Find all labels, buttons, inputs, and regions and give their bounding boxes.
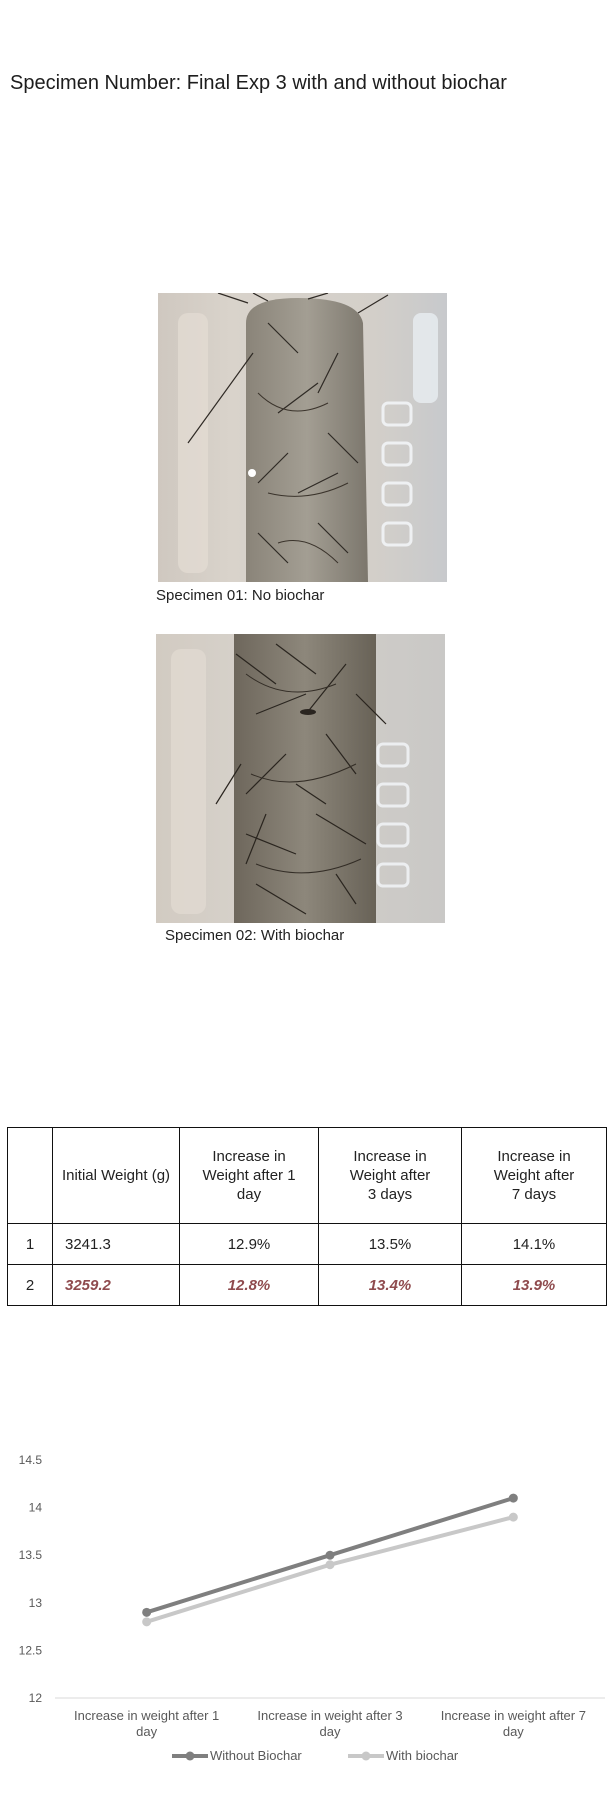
legend-marker [362,1752,371,1761]
specimen-02-photo [156,634,445,923]
x-tick-label: Increase in weight after 7 day [440,1708,586,1739]
y-tick-label: 12 [28,1691,42,1705]
series-line [147,1517,514,1622]
table-header-cell: Initial Weight (g) [53,1128,180,1224]
legend-label: With biochar [386,1748,459,1763]
table-cell: 12.8% [180,1265,319,1306]
table-cell: 3241.3 [53,1224,180,1265]
data-point [509,1513,518,1522]
weight-increase-line-chart [0,1440,612,1785]
specimen-01-photo [158,293,447,582]
legend-marker [186,1752,195,1761]
table-cell: 2 [8,1265,53,1306]
y-tick-label: 14.5 [18,1453,42,1467]
table-row [8,1265,607,1306]
data-point [509,1494,518,1503]
specimen-01-caption: Specimen 01: No biochar [156,587,325,604]
y-tick-label: 12.5 [18,1643,42,1658]
y-tick-label: 13.5 [18,1548,42,1563]
table-cell: 13.4% [319,1265,462,1306]
table-cell: 3259.2 [53,1265,180,1306]
x-tick-label: Increase in weight after 3 day [257,1708,403,1739]
table-cell: 12.9% [180,1224,319,1265]
table-header-cell: Increase in Weight after 3 days [319,1128,462,1224]
y-tick-label: 13 [28,1595,42,1610]
data-point [326,1551,335,1560]
legend-label: Without Biochar [210,1748,302,1763]
table-cell: 13.5% [319,1224,462,1265]
table-header-cell: Increase in Weight after 7 days [462,1128,607,1224]
table-row [8,1224,607,1265]
page-title: Specimen Number: Final Exp 3 with and without biochar [10,72,507,94]
weight-table [7,1127,607,1306]
x-tick-label: Increase in weight after 1 day [74,1708,220,1739]
table-cell: 1 [8,1224,53,1265]
specimen-02-caption: Specimen 02: With biochar [165,927,345,944]
data-point [142,1617,151,1626]
table-header-row [8,1128,607,1224]
table-cell: 14.1% [462,1224,607,1265]
table-header-cell: Increase in Weight after 1 day [180,1128,319,1224]
table-header-cell [8,1128,53,1224]
data-point [142,1608,151,1617]
table-cell: 13.9% [462,1265,607,1306]
y-tick-label: 14 [28,1500,42,1515]
data-point [326,1560,335,1569]
